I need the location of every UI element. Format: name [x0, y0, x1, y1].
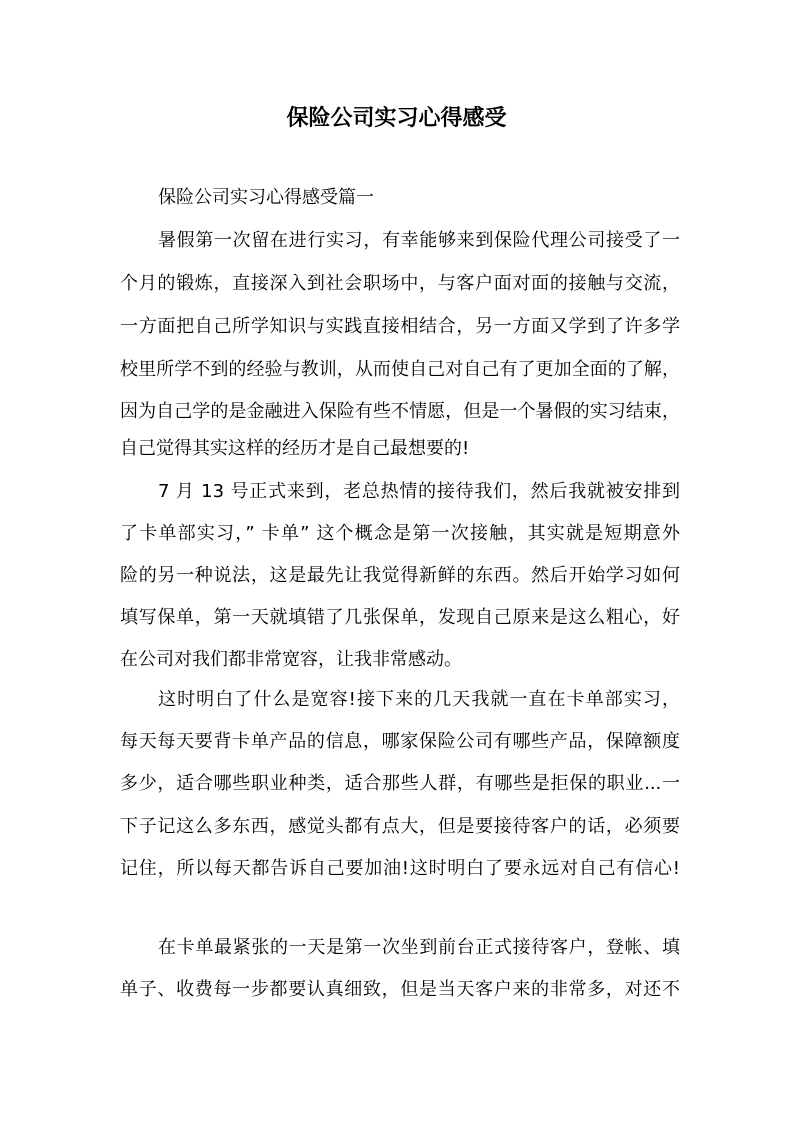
text-line: 暑假第一次留在进行实习，有幸能够来到保险代理公司接受了一 — [158, 230, 680, 251]
text-line: 填写保单，第一天就填错了几张保单，发现自己原来是这么粗心，好 — [120, 607, 680, 628]
text-line: 在卡单最紧张的一天是第一次坐到前台正式接待客户，登帐、填 — [158, 937, 680, 958]
text-line: 险的另一种说法，这是最先让我觉得新鲜的东西。然后开始学习如何 — [120, 565, 680, 586]
text-line: 记住，所以每天都告诉自己要加油!这时明白了要永远对自己有信心! — [120, 858, 680, 879]
text-line: 这时明白了什么是宽容!接下来的几天我就一直在卡单部实习， — [158, 689, 680, 710]
text-line: 单子、收费每一步都要认真细致，但是当天客户来的非常多，对还不 — [120, 979, 680, 1000]
text-line: 每天每天要背卡单产品的信息，哪家保险公司有哪些产品，保障额度 — [120, 731, 680, 752]
text-line: 7 月 13 号正式来到，老总热情的接待我们，然后我就被安排到 — [158, 481, 680, 502]
text-line: 因为自己学的是金融进入保险有些不情愿，但是一个暑假的实习结束， — [120, 401, 680, 422]
section-heading: 保险公司实习心得感受篇一 — [158, 187, 374, 208]
text-line: 个月的锻炼，直接深入到社会职场中，与客户面对面的接触与交流， — [120, 273, 680, 294]
text-line: 校里所学不到的经验与教训，从而使自己对自己有了更加全面的了解， — [120, 359, 680, 380]
text-line: 下子记这么多东西，感觉头都有点大，但是要接待客户的话，必须要 — [120, 816, 680, 837]
text-line: 多少，适合哪些职业种类，适合那些人群，有哪些是拒保的职业...一 — [120, 773, 680, 794]
text-line: 在公司对我们都非常宽容，让我非常感动。 — [120, 649, 462, 670]
text-line: 自己觉得其实这样的经历才是自己最想要的! — [120, 438, 470, 459]
page-title: 保险公司实习心得感受 — [286, 106, 507, 131]
text-line: 一方面把自己所学知识与实践直接相结合，另一方面又学到了许多学 — [120, 316, 680, 337]
text-line: 了卡单部实习，” 卡单” 这个概念是第一次接触，其实就是短期意外 — [120, 523, 680, 544]
